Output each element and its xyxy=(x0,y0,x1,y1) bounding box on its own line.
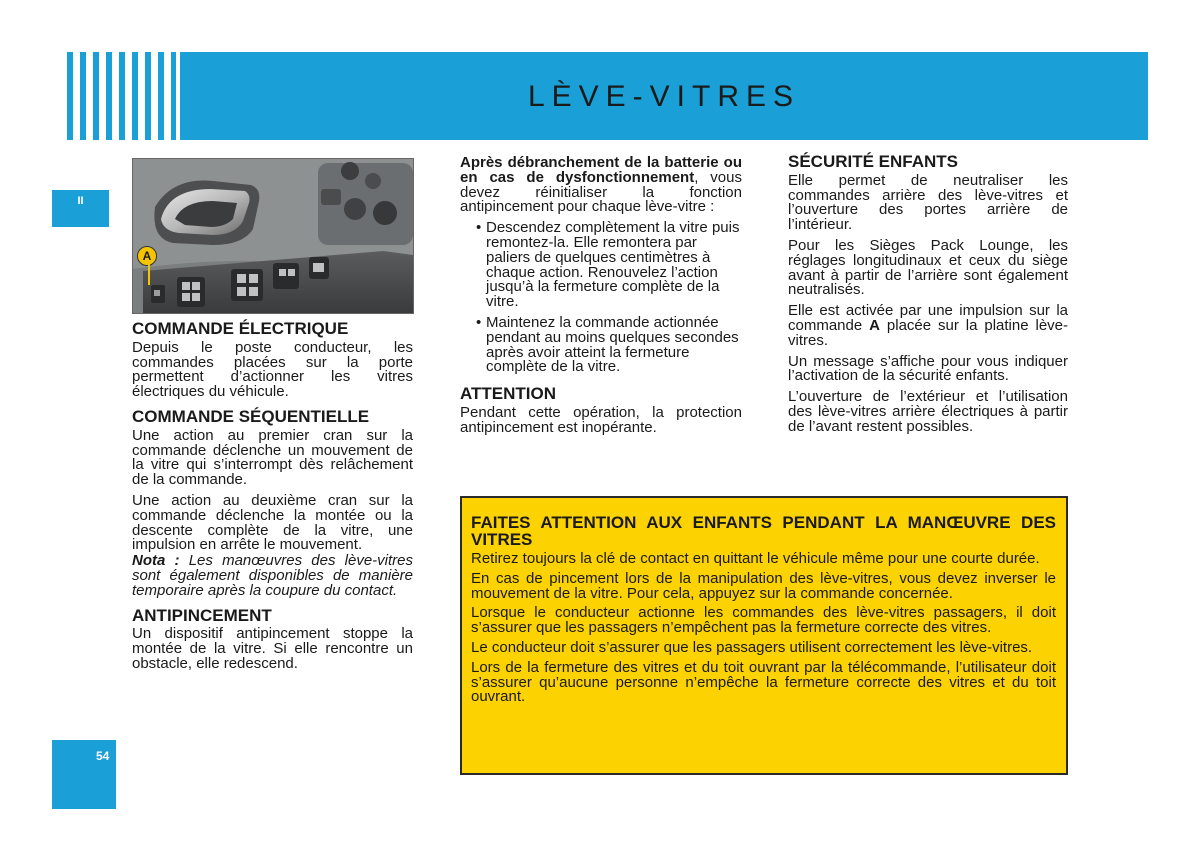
page-title: LÈVE-VITRES xyxy=(527,80,801,113)
header-stripe xyxy=(145,52,151,140)
header-stripe xyxy=(67,52,73,140)
securite-text-4: Un message s’affiche pour vous indiquer l’activation de la sécurité enfants. xyxy=(788,352,1068,385)
warning-text-4: Le conducteur doit s’assurer que les passagers utilisent correctement les lève-vitres. xyxy=(471,638,1033,656)
nota-text: Les manœuvres des lève-vitres sont également disponibles de manière temporaire après la coupure du contact. xyxy=(132,552,413,599)
door-controls-illustration xyxy=(133,159,413,313)
text-antipincement: Un dispositif antipincement stoppe la montée de la vitre. Si elle rencontre un obstacle, elle redescend. xyxy=(132,625,413,672)
warning-text-3: Lorsque le conducteur actionne les commandes des lève-vitres passagers, il doit s’assurer que les passagers n’empêchent pas la fermeture correcte des vitres. xyxy=(471,604,1056,637)
column-left xyxy=(132,319,413,678)
warning-text-5: Lors de la fermeture des vitres et du toit ouvrant par la télécommande, l’utilisateur doit s’assurer qu’aucune personne n’empêche la fermeture correcte des vitres et du toit ouvrant. xyxy=(471,658,1056,706)
header-stripe xyxy=(80,52,86,140)
chapter-tab: II xyxy=(52,190,109,227)
securite-text-5: L’ouverture de l’extérieur et l’utilisation des lève-vitres arrière électriques à partir de l’avant restent possibles. xyxy=(788,388,1068,435)
securite-text-2: Pour les Sièges Pack Lounge, les réglages longitudinaux et ceux du siège avant à partir de l’arrière sont également neutralisés. xyxy=(788,236,1068,299)
header-stripe xyxy=(171,52,176,140)
reinit-intro-rest: , vous devez réinitialiser la fonction antipincement pour chaque lève-vitre : xyxy=(460,168,742,216)
callout-a-line xyxy=(148,263,150,285)
reinit-step-1: • Descendez complètement la vitre puis remontez-la. Elle remontera par paliers de quelques centimètres à chaque action. Renouvelez l’action jusqu’à la fermeture complète de la vitre. xyxy=(460,221,742,310)
warning-text-2: En cas de pincement lors de la manipulation des lève-vitres, vous devez inverser le mouvement de la vitre. Pour cela, appuyez sur la commande concernée. xyxy=(471,569,1056,602)
callout-a-badge: A xyxy=(137,246,157,266)
text-sequentielle-1: Une action au premier cran sur la commande déclenche un mouvement de la vitre qui s’interrompt dès relâchement de la commande. xyxy=(132,426,413,489)
text-attention: Pendant cette opération, la protection antipincement est inopérante. xyxy=(460,403,742,436)
nota-label: Nota : xyxy=(132,552,180,570)
reinit-intro xyxy=(460,156,742,215)
column-middle xyxy=(460,156,742,442)
heading-securite-enfants: SÉCURITÉ ENFANTS xyxy=(788,152,959,171)
header-stripe xyxy=(119,52,125,140)
securite-text-3-post: placée sur la platine lève-vitres. xyxy=(788,316,1068,349)
heading-attention: ATTENTION xyxy=(460,384,557,404)
text-sequentielle-2: Une action au deuxième cran sur la commande déclenche la montée ou la descente complète de la vitre, une impulsion en arrête le mouvement. xyxy=(132,491,413,554)
door-controls-photo xyxy=(132,158,414,314)
securite-text-3 xyxy=(788,304,1068,348)
securite-text-3-pre: Elle est activée par une impulsion sur la commande xyxy=(788,302,1068,334)
heading-commande-sequentielle: COMMANDE SÉQUENTIELLE xyxy=(132,406,370,426)
header-stripe xyxy=(158,52,164,140)
warning-text-1: Retirez toujours la clé de contact en quittant le véhicule même pour une courte durée. xyxy=(471,550,1040,567)
securite-text-1: Elle permet de neutraliser les commandes arrière des lève-vitres et l’ouverture des portes arrière de l’intérieur. xyxy=(788,171,1068,234)
nota xyxy=(132,554,413,598)
header-bar xyxy=(180,52,1148,140)
warning-box xyxy=(460,496,1068,775)
page-number: 54 xyxy=(52,740,116,809)
reinit-steps xyxy=(460,221,742,375)
header-stripe xyxy=(132,52,138,140)
reinit-step-2: • Maintenez la commande actionnée pendant au moins quelques secondes après avoir atteint la fermeture complète de la vitre. xyxy=(460,316,742,375)
column-right xyxy=(788,152,1068,441)
warning-title: FAITES ATTENTION AUX ENFANTS PENDANT LA MANŒUVRE DES VITRES xyxy=(471,513,1056,549)
text-commande-electrique: Depuis le poste conducteur, les commandes placées sur la porte permettent d’actionner les vitres électriques du véhicule. xyxy=(132,338,413,401)
securite-text-3-bold: A xyxy=(869,316,880,334)
heading-antipincement: ANTIPINCEMENT xyxy=(132,605,272,625)
reinit-intro-bold: Après débranchement de la batterie ou en cas de dysfonctionnement xyxy=(460,154,742,186)
header-stripe xyxy=(93,52,99,140)
header-stripe xyxy=(106,52,112,140)
heading-commande-electrique: COMMANDE ÉLECTRIQUE xyxy=(132,319,349,338)
